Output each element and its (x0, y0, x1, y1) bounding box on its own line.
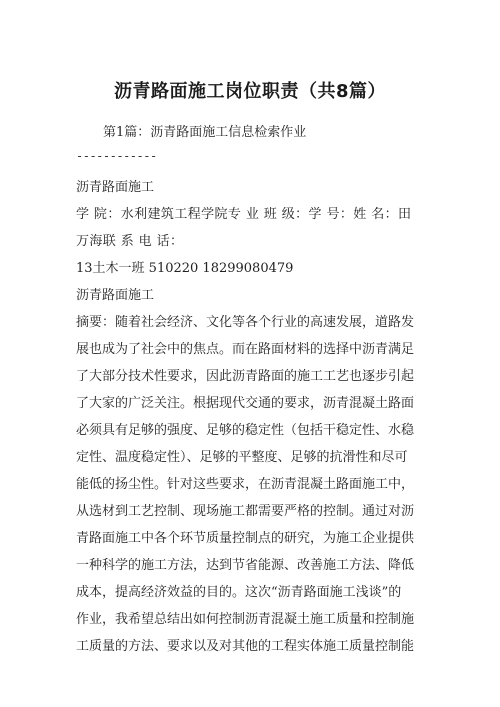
section-heading: 沥青路面施工 (76, 180, 155, 195)
abstract-line: 青路面施工中各个环节质量控制点的研究，为施工企业提供 (76, 531, 415, 546)
abstract-line: 摘要：随着社会经济、文化等各个行业的高速发展，道路发 (76, 315, 415, 330)
document-title: 沥青路面施工岗位职责（共8篇） (113, 81, 387, 102)
abstract-line: 工质量的方法、要求以及对其他的工程实体施工质量控制能 (76, 639, 415, 654)
abstract-line: 成本，提高经济效益的目的。这次“沥青路面施工浅谈”的 (76, 585, 402, 600)
abstract-line: 展也成为了社会中的焦点。而在路面材料的选择中沥青满足 (76, 342, 415, 357)
abstract-line: 了大家的广泛关注。根据现代交通的要求，沥青混凝土路面 (76, 396, 415, 411)
abstract-line: 定性、温度稳定性）、足够的平整度、足够的抗滑性和尽可 (76, 450, 408, 465)
student-info-line: 万海联 系 电 话： (76, 234, 184, 249)
section-heading: 沥青路面施工 (76, 288, 155, 303)
dashed-divider: ------------ (76, 149, 157, 163)
abstract-line: 了大部分技术性要求，因此沥青路面的施工工艺也逐步引起 (76, 369, 415, 384)
abstract-line: 作业，我希望总结出如何控制沥青混凝土施工质量和控制施 (76, 612, 415, 627)
abstract-line: 能低的扬尘性。针对这些要求，在沥青混凝土路面施工中， (76, 477, 415, 492)
abstract-line: 必须具有足够的强度、足够的稳定性（包括干稳定性、水稳 (76, 423, 415, 438)
chapter-subtitle: 第1篇：沥青路面施工信息检索作业 (103, 125, 307, 140)
student-info-line: 学 院：水利建筑工程学院专 业 班 级：学 号：姓 名：田 (76, 207, 412, 222)
abstract-line: 从选材到工艺控制、现场施工都需要严格的控制。通过对沥 (76, 504, 415, 519)
student-info-line: 13土木一班 510220 18299080479 (76, 261, 294, 276)
abstract-line: 一种科学的施工方法，达到节省能源、改善施工方法、降低 (76, 558, 415, 573)
